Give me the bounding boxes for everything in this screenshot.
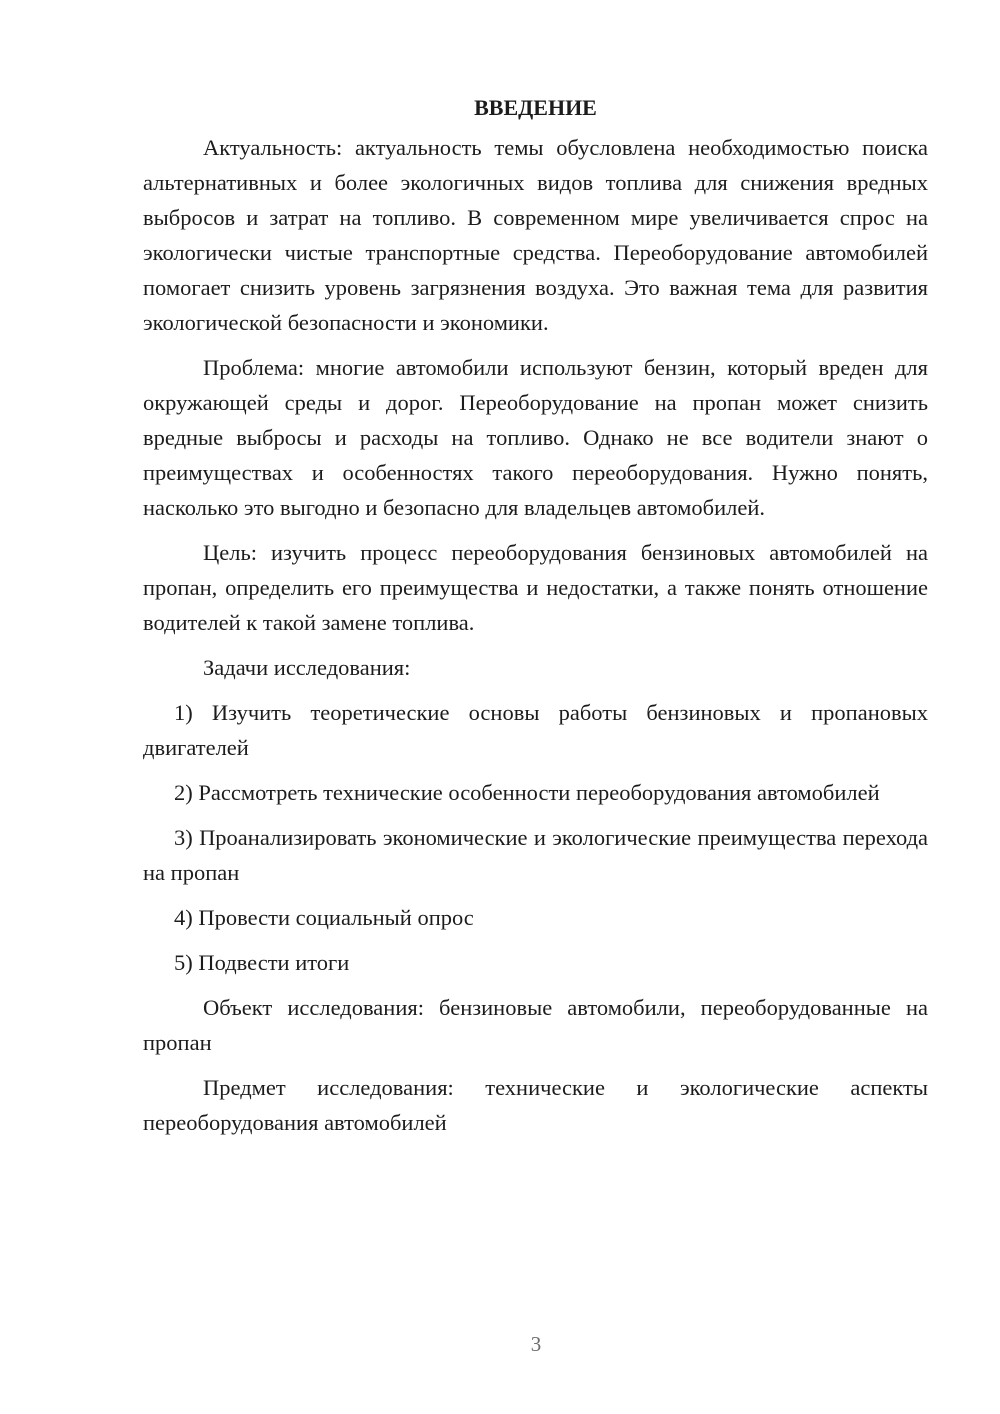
subject-paragraph: Предмет исследования: технические и экологические аспекты переоборудования автомобилей: [143, 1075, 928, 1135]
tasks-title: Задачи исследования:: [203, 655, 411, 680]
task-item-4: 4) Провести социальный опрос: [174, 905, 474, 930]
section-heading: ВВЕДЕНИЕ: [474, 95, 597, 120]
task-item-2: 2) Рассмотреть технические особенности переоборудования автомобилей: [174, 780, 880, 805]
task-item-1: 1) Изучить теоретические основы работы бензиновых и пропановых двигателей: [143, 700, 928, 760]
page-number: 3: [530, 1332, 542, 1356]
object-paragraph: Объект исследования: бензиновые автомобили, переоборудованные на пропан: [143, 995, 928, 1055]
relevance-paragraph: Актуальность: актуальность темы обусловлена необходимостью поиска альтернативных и более экологичных видов топлива для снижения вредных выбросов и затрат на топливо. В современном мире увеличивается спрос на экологически чистые транспортные средства. Переоборудование автомобилей помогает снизить уровень загрязнения воздуха. Это важная тема для развития экологической безопасности и экономики.: [143, 135, 928, 335]
task-item-3: 3) Проанализировать экономические и экологические преимущества перехода на пропан: [143, 825, 928, 885]
problem-paragraph: Проблема: многие автомобили используют бензин, который вреден для окружающей среды и дорог. Переоборудование на пропан может снизить вредные выбросы и расходы на топливо. Однако не все водители знают о преимуществах и особенностях такого переоборудования. Нужно понять, насколько это выгодно и безопасно для владельцев автомобилей.: [143, 355, 928, 520]
task-item-5: 5) Подвести итоги: [174, 950, 350, 975]
goal-paragraph: Цель: изучить процесс переоборудования бензиновых автомобилей на пропан, определить его преимущества и недостатки, а также понять отношение водителей к такой замене топлива.: [143, 540, 928, 635]
document-page: [143, 92, 928, 1140]
